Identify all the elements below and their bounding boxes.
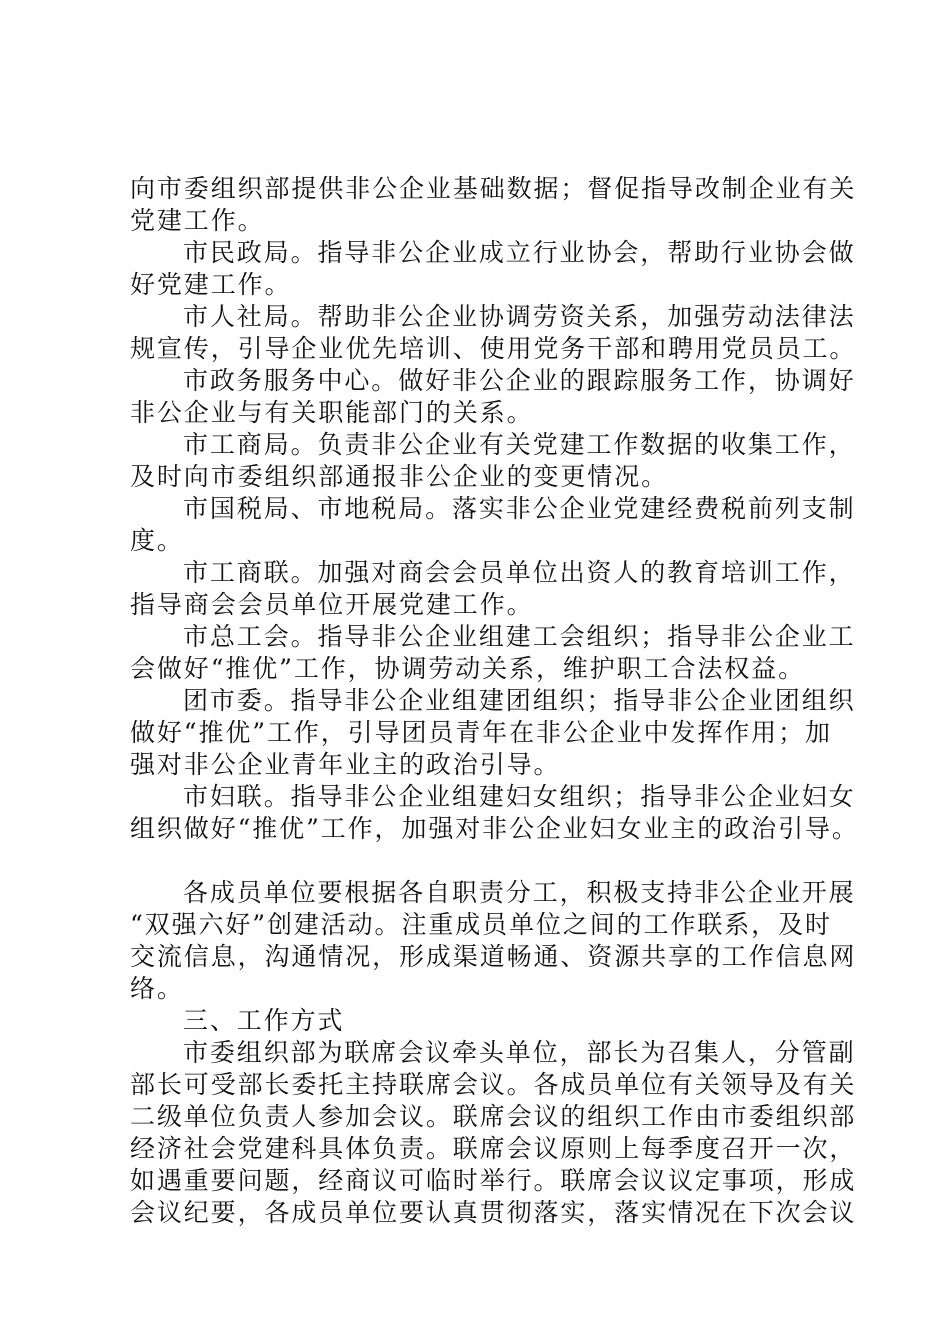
text-line: 党建工作。 (130, 206, 265, 235)
text-line: 向市委组织部提供非公企业基础数据；督促指导改制企业有关 (130, 174, 857, 203)
text-line: 好党建工作。 (130, 270, 292, 299)
section-heading: 三、工作方式 (183, 1006, 345, 1035)
text-line: 市国税局、市地税局。落实非公企业党建经费税前列支制 (183, 494, 856, 523)
text-line: 指导商会会员单位开展党建工作。 (130, 590, 534, 619)
text-line: 及时向市委组织部通报非公企业的变更情况。 (130, 462, 669, 491)
text-line: 团市委。指导非公企业组建团组织；指导非公企业团组织 (183, 686, 856, 715)
text-line: 市工商局。负责非公企业有关党建工作数据的收集工作， (183, 430, 856, 459)
text-line: 规宣传，引导企业优先培训、使用党务干部和聘用党员员工。 (130, 334, 857, 363)
text-line: 各成员单位要根据各自职责分工，积极支持非公企业开展 (183, 878, 856, 907)
text-line: “双强六好”创建活动。注重成员单位之间的工作联系，及时 (130, 910, 832, 939)
text-line: 市政务服务中心。做好非公企业的跟踪服务工作，协调好 (183, 366, 856, 395)
text-line: 经济社会党建科具体负责。联席会议原则上每季度召开一次， (130, 1134, 857, 1163)
text-line: 组织做好“推优”工作，加强对非公企业妇女业主的政治引导。 (130, 814, 859, 843)
text-line: 市民政局。指导非公企业成立行业协会，帮助行业协会做 (183, 238, 856, 267)
text-line: 强对非公企业青年业主的政治引导。 (130, 750, 561, 779)
text-line: 市委组织部为联席会议牵头单位，部长为召集人，分管副 (183, 1038, 856, 1067)
text-line: 部长可受部长委托主持联席会议。各成员单位有关领导及有关 (130, 1070, 857, 1099)
text-line: 市总工会。指导非公企业组建工会组织；指导非公企业工 (183, 622, 856, 651)
text-line: 会做好“推优”工作，协调劳动关系，维护职工合法权益。 (130, 654, 805, 683)
text-line: 度。 (130, 526, 184, 555)
text-line: 交流信息，沟通情况，形成渠道畅通、资源共享的工作信息网 (130, 942, 857, 971)
text-line: 市人社局。帮助非公企业协调劳资关系，加强劳动法律法 (183, 302, 856, 331)
text-line: 二级单位负责人参加会议。联席会议的组织工作由市委组织部 (130, 1102, 857, 1131)
text-line: 市妇联。指导非公企业组建妇女组织；指导非公企业妇女 (183, 782, 856, 811)
text-line: 络。 (130, 974, 184, 1003)
text-line: 如遇重要问题，经商议可临时举行。联席会议议定事项，形成 (130, 1166, 857, 1195)
text-line: 做好“推优”工作，引导团员青年在非公企业中发挥作用；加 (130, 718, 832, 747)
text-line: 市工商联。加强对商会会员单位出资人的教育培训工作， (183, 558, 856, 587)
text-line: 会议纪要，各成员单位要认真贯彻落实，落实情况在下次会议 (130, 1198, 857, 1227)
text-line: 非公企业与有关职能部门的关系。 (130, 398, 534, 427)
